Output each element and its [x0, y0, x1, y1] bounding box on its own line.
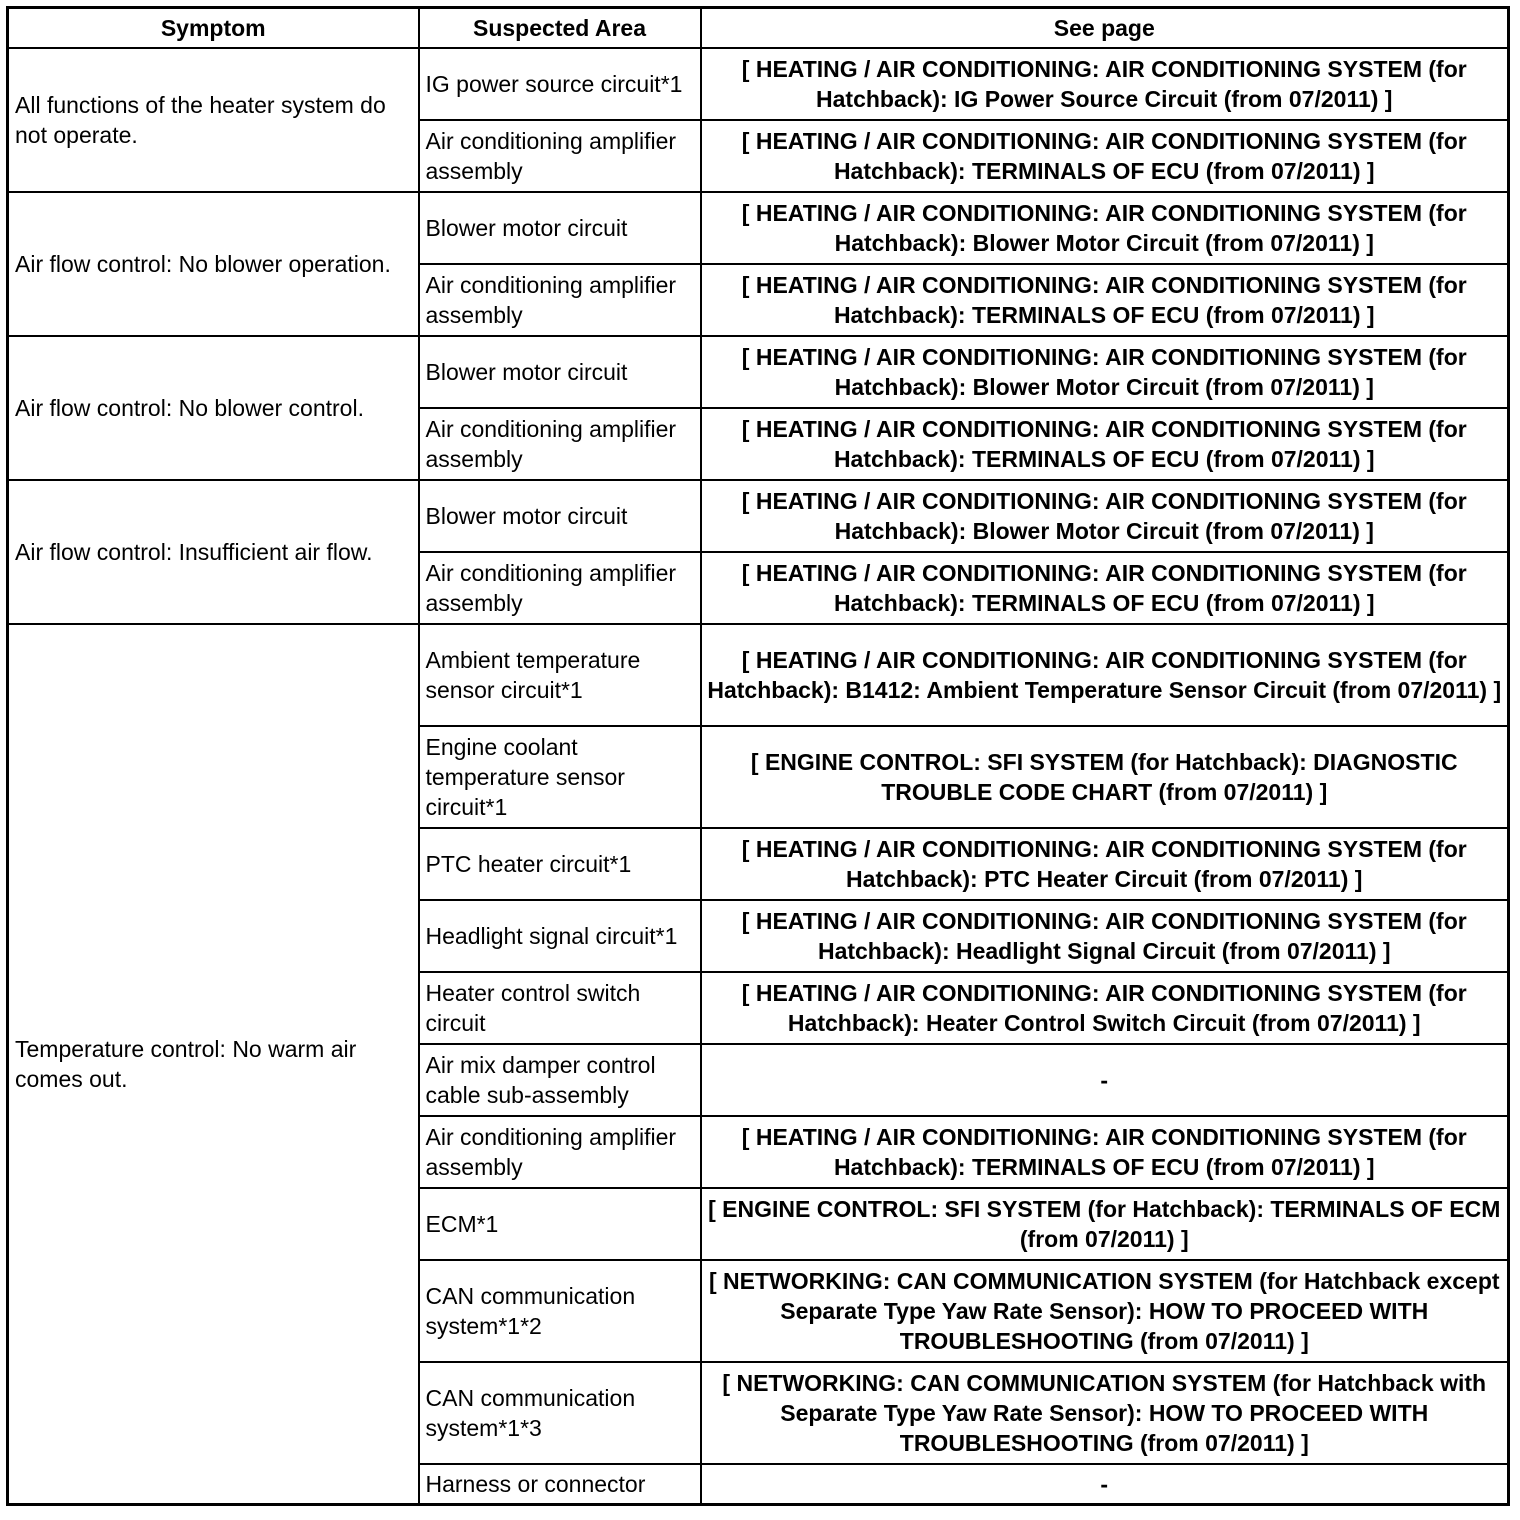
- header-see-page: See page: [701, 8, 1509, 49]
- suspected-area-cell: Headlight signal circuit*1: [419, 900, 701, 972]
- see-page-link[interactable]: [ NETWORKING: CAN COMMUNICATION SYSTEM (for Hatchback with Separate Type Yaw Rate Sensor): HOW TO PROCEED WITH TROUBLESHOOTING (from 07/2011) ]: [701, 1362, 1509, 1464]
- see-page-link[interactable]: [ HEATING / AIR CONDITIONING: AIR CONDITIONING SYSTEM (for Hatchback): TERMINALS OF ECU (from 07/2011) ]: [701, 264, 1509, 336]
- see-page-link[interactable]: [ HEATING / AIR CONDITIONING: AIR CONDITIONING SYSTEM (for Hatchback): B1412: Ambient Temperature Sensor Circuit (from 07/2011) ]: [701, 624, 1509, 726]
- see-page-link[interactable]: [ HEATING / AIR CONDITIONING: AIR CONDITIONING SYSTEM (for Hatchback): PTC Heater Circuit (from 07/2011) ]: [701, 828, 1509, 900]
- table-row: [8, 480, 1509, 552]
- suspected-area-cell: Air mix damper control cable sub-assembly: [419, 1044, 701, 1116]
- suspected-area-cell: IG power source circuit*1: [419, 48, 701, 120]
- symptom-cell: Air flow control: No blower operation.: [8, 192, 419, 336]
- suspected-area-cell: Blower motor circuit: [419, 480, 701, 552]
- see-page-link[interactable]: [ HEATING / AIR CONDITIONING: AIR CONDITIONING SYSTEM (for Hatchback): TERMINALS OF ECU (from 07/2011) ]: [701, 408, 1509, 480]
- table-row: [8, 624, 1509, 726]
- suspected-area-cell: Blower motor circuit: [419, 192, 701, 264]
- see-page-link[interactable]: [ HEATING / AIR CONDITIONING: AIR CONDITIONING SYSTEM (for Hatchback): TERMINALS OF ECU (from 07/2011) ]: [701, 552, 1509, 624]
- see-page-link[interactable]: [ HEATING / AIR CONDITIONING: AIR CONDITIONING SYSTEM (for Hatchback): Heater Control Switch Circuit (from 07/2011) ]: [701, 972, 1509, 1044]
- see-page-link[interactable]: [ NETWORKING: CAN COMMUNICATION SYSTEM (for Hatchback except Separate Type Yaw Rate Sensor): HOW TO PROCEED WITH TROUBLESHOOTING (from 07/2011) ]: [701, 1260, 1509, 1362]
- see-page-link[interactable]: [ HEATING / AIR CONDITIONING: AIR CONDITIONING SYSTEM (for Hatchback): Blower Motor Circuit (from 07/2011) ]: [701, 480, 1509, 552]
- see-page-link[interactable]: [ HEATING / AIR CONDITIONING: AIR CONDITIONING SYSTEM (for Hatchback): Headlight Signal Circuit (from 07/2011) ]: [701, 900, 1509, 972]
- see-page-link[interactable]: [ HEATING / AIR CONDITIONING: AIR CONDITIONING SYSTEM (for Hatchback): Blower Motor Circuit (from 07/2011) ]: [701, 192, 1509, 264]
- see-page-link[interactable]: [ HEATING / AIR CONDITIONING: AIR CONDITIONING SYSTEM (for Hatchback): Blower Motor Circuit (from 07/2011) ]: [701, 336, 1509, 408]
- header-symptom: Symptom: [8, 8, 419, 49]
- problem-symptoms-table-sheet: [6, 6, 1507, 1506]
- suspected-area-cell: PTC heater circuit*1: [419, 828, 701, 900]
- suspected-area-cell: Air conditioning amplifier assembly: [419, 120, 701, 192]
- see-page-link[interactable]: [ HEATING / AIR CONDITIONING: AIR CONDITIONING SYSTEM (for Hatchback): TERMINALS OF ECU (from 07/2011) ]: [701, 120, 1509, 192]
- suspected-area-cell: Air conditioning amplifier assembly: [419, 1116, 701, 1188]
- table-row: [8, 336, 1509, 408]
- suspected-area-cell: Engine coolant temperature sensor circuit*1: [419, 726, 701, 828]
- suspected-area-cell: Heater control switch circuit: [419, 972, 701, 1044]
- see-page-link[interactable]: [ ENGINE CONTROL: SFI SYSTEM (for Hatchback): TERMINALS OF ECM (from 07/2011) ]: [701, 1188, 1509, 1260]
- table-row: [8, 48, 1509, 120]
- suspected-area-cell: Ambient temperature sensor circuit*1: [419, 624, 701, 726]
- see-page-dash: -: [701, 1044, 1509, 1116]
- see-page-link[interactable]: [ ENGINE CONTROL: SFI SYSTEM (for Hatchback): DIAGNOSTIC TROUBLE CODE CHART (from 07/2011) ]: [701, 726, 1509, 828]
- see-page-link[interactable]: [ HEATING / AIR CONDITIONING: AIR CONDITIONING SYSTEM (for Hatchback): IG Power Source Circuit (from 07/2011) ]: [701, 48, 1509, 120]
- suspected-area-cell: Blower motor circuit: [419, 336, 701, 408]
- table-row: [8, 192, 1509, 264]
- table-header-row: [8, 8, 1509, 49]
- suspected-area-cell: CAN communication system*1*2: [419, 1260, 701, 1362]
- suspected-area-cell: Air conditioning amplifier assembly: [419, 264, 701, 336]
- suspected-area-cell: Harness or connector: [419, 1464, 701, 1504]
- see-page-dash: -: [701, 1464, 1509, 1504]
- header-suspected-area: Suspected Area: [419, 8, 701, 49]
- see-page-link[interactable]: [ HEATING / AIR CONDITIONING: AIR CONDITIONING SYSTEM (for Hatchback): TERMINALS OF ECU (from 07/2011) ]: [701, 1116, 1509, 1188]
- suspected-area-cell: Air conditioning amplifier assembly: [419, 408, 701, 480]
- symptom-cell: Temperature control: No warm air comes out.: [8, 624, 419, 1504]
- suspected-area-cell: CAN communication system*1*3: [419, 1362, 701, 1464]
- suspected-area-cell: ECM*1: [419, 1188, 701, 1260]
- problem-symptoms-table: [6, 6, 1510, 1506]
- symptom-cell: Air flow control: Insufficient air flow.: [8, 480, 419, 624]
- symptom-cell: Air flow control: No blower control.: [8, 336, 419, 480]
- symptom-cell: All functions of the heater system do not operate.: [8, 48, 419, 192]
- suspected-area-cell: Air conditioning amplifier assembly: [419, 552, 701, 624]
